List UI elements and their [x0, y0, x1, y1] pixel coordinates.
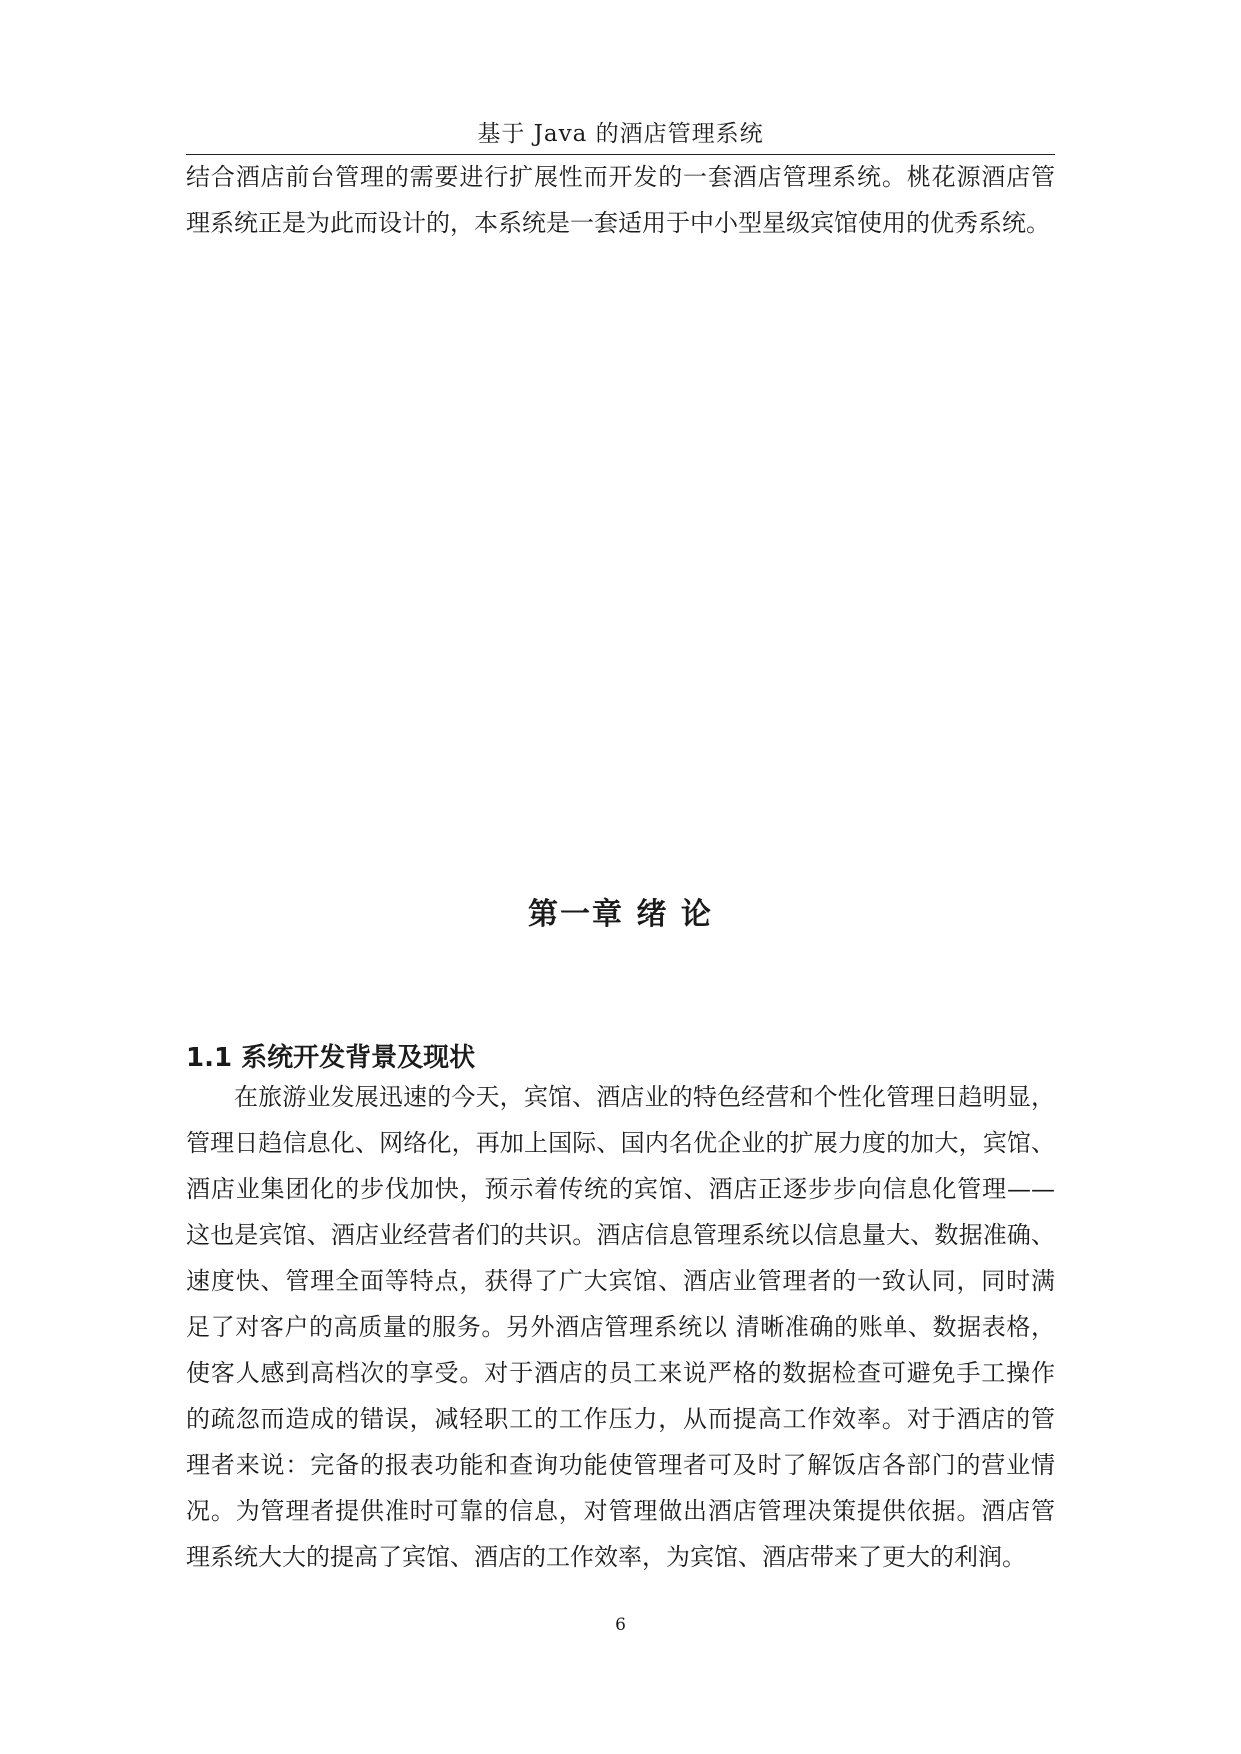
page-number: 6 — [615, 1615, 626, 1635]
intro-paragraph-line: 理系统正是为此而设计的，本系统是一套适用于中小型星级宾馆使用的优秀系统。 — [186, 209, 1050, 237]
body-paragraph-line: 足了对客户的高质量的服务。另外酒店管理系统以 清晰准确的账单、数据表格， — [186, 1313, 1055, 1341]
body-paragraph-line: 酒店业集团化的步伐加快，预示着传统的宾馆、酒店正逐步步向信息化管理—— — [186, 1175, 1055, 1203]
body-paragraph-line: 的疏忽而造成的错误，减轻职工的工作压力，从而提高工作效率。对于酒店的管 — [186, 1405, 1055, 1433]
section-heading: 1.1 系统开发背景及现状 — [186, 1043, 476, 1073]
body-paragraph-line: 这也是宾馆、酒店业经营者们的共识。酒店信息管理系统以信息量大、数据准确、 — [186, 1221, 1055, 1249]
body-paragraph-line: 使客人感到高档次的享受。对于酒店的员工来说严格的数据检查可避免手工操作 — [186, 1359, 1055, 1387]
intro-paragraph-line: 结合酒店前台管理的需要进行扩展性而开发的一套酒店管理系统。桃花源酒店管 — [186, 163, 1055, 191]
header-divider — [186, 154, 1055, 155]
body-paragraph-line: 理者来说：完备的报表功能和查询功能使管理者可及时了解饭店各部门的营业情 — [186, 1451, 1055, 1479]
body-paragraph-line: 速度快、管理全面等特点，获得了广大宾馆、酒店业管理者的一致认同，同时满 — [186, 1267, 1055, 1295]
chapter-title: 第一章 绪 论 — [528, 897, 713, 932]
body-paragraph-line: 在旅游业发展迅速的今天，宾馆、酒店业的特色经营和个性化管理日趋明显， — [234, 1083, 1055, 1111]
body-paragraph-line: 况。为管理者提供准时可靠的信息，对管理做出酒店管理决策提供依据。酒店管 — [186, 1497, 1055, 1525]
running-header: 基于 Java 的酒店管理系统 — [477, 121, 764, 147]
body-paragraph-line: 理系统大大的提高了宾馆、酒店的工作效率，为宾馆、酒店带来了更大的利润。 — [186, 1543, 1026, 1571]
body-paragraph-line: 管理日趋信息化、网络化，再加上国际、国内名优企业的扩展力度的加大，宾馆、 — [186, 1129, 1055, 1157]
